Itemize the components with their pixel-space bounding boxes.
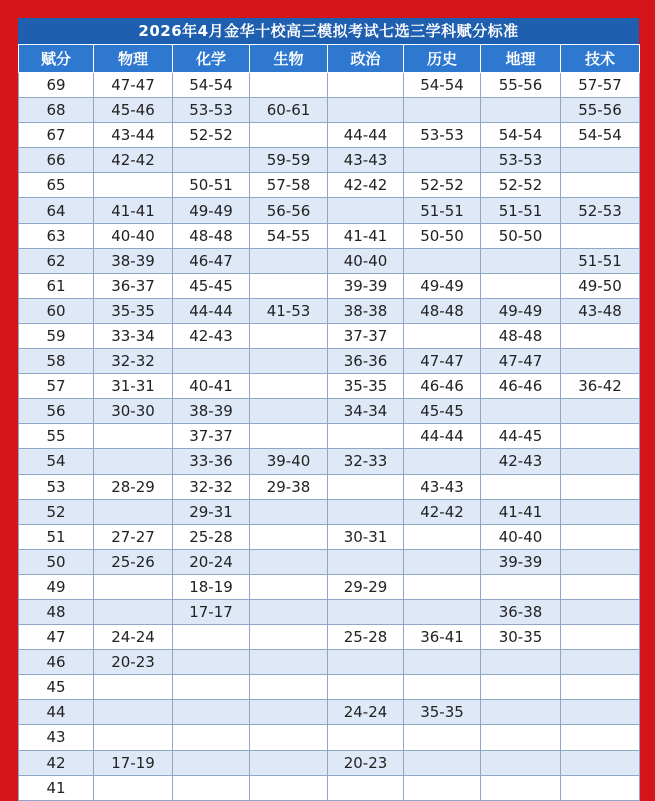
raw-range-cell: 35-35 [404,700,481,725]
raw-range-cell: 20-23 [94,650,173,675]
raw-range-cell: 40-40 [481,524,561,549]
score-cell: 56 [19,399,94,424]
raw-range-cell [250,650,328,675]
table-row [19,750,640,775]
score-cell: 51 [19,524,94,549]
raw-range-cell: 40-41 [173,374,250,399]
raw-range-cell: 52-52 [481,173,561,198]
raw-range-cell [328,474,404,499]
raw-range-cell [328,650,404,675]
score-cell: 58 [19,349,94,374]
raw-range-cell [328,73,404,98]
raw-range-cell [250,775,328,800]
raw-range-cell: 41-53 [250,298,328,323]
table-row [19,374,640,399]
raw-range-cell [561,399,640,424]
raw-range-cell: 29-29 [328,574,404,599]
raw-range-cell: 48-48 [481,323,561,348]
raw-range-cell [173,349,250,374]
score-cell: 64 [19,198,94,223]
raw-range-cell [173,148,250,173]
raw-range-cell [404,248,481,273]
score-cell: 49 [19,574,94,599]
raw-range-cell [404,574,481,599]
table-row [19,700,640,725]
raw-range-cell [404,725,481,750]
raw-range-cell [561,775,640,800]
raw-range-cell: 24-24 [94,625,173,650]
score-cell: 60 [19,298,94,323]
raw-range-cell: 44-44 [328,123,404,148]
raw-range-cell: 35-35 [94,298,173,323]
score-cell: 59 [19,323,94,348]
raw-range-cell [94,574,173,599]
raw-range-cell [481,248,561,273]
raw-range-cell: 51-51 [481,198,561,223]
raw-range-cell [481,725,561,750]
table-row [19,574,640,599]
table-row [19,98,640,123]
raw-range-cell: 32-32 [173,474,250,499]
raw-range-cell: 46-47 [173,248,250,273]
score-cell: 52 [19,499,94,524]
raw-range-cell: 41-41 [481,499,561,524]
raw-range-cell: 54-54 [561,123,640,148]
raw-range-cell: 43-44 [94,123,173,148]
raw-range-cell [250,73,328,98]
raw-range-cell: 49-49 [173,198,250,223]
raw-range-cell [328,725,404,750]
header-row [19,45,640,73]
raw-range-cell: 42-43 [481,449,561,474]
score-conversion-table [18,44,640,801]
raw-range-cell: 56-56 [250,198,328,223]
raw-range-cell [94,675,173,700]
raw-range-cell: 46-46 [404,374,481,399]
raw-range-cell: 60-61 [250,98,328,123]
column-header: 生物 [250,45,328,73]
raw-range-cell: 44-44 [404,424,481,449]
raw-range-cell [481,273,561,298]
score-cell: 41 [19,775,94,800]
raw-range-cell: 47-47 [481,349,561,374]
raw-range-cell [328,98,404,123]
raw-range-cell: 29-31 [173,499,250,524]
raw-range-cell [404,98,481,123]
raw-range-cell [250,374,328,399]
raw-range-cell: 50-51 [173,173,250,198]
score-cell: 63 [19,223,94,248]
raw-range-cell: 44-45 [481,424,561,449]
raw-range-cell [328,675,404,700]
raw-range-cell: 36-36 [328,349,404,374]
raw-range-cell: 43-43 [328,148,404,173]
score-cell: 68 [19,98,94,123]
raw-range-cell [404,599,481,624]
score-cell: 44 [19,700,94,725]
raw-range-cell: 30-30 [94,399,173,424]
raw-range-cell [94,775,173,800]
raw-range-cell: 33-34 [94,323,173,348]
raw-range-cell: 39-40 [250,449,328,474]
raw-range-cell: 54-55 [250,223,328,248]
raw-range-cell: 52-52 [404,173,481,198]
raw-range-cell: 38-38 [328,298,404,323]
raw-range-cell [173,650,250,675]
raw-range-cell: 25-28 [173,524,250,549]
raw-range-cell: 47-47 [404,349,481,374]
raw-range-cell [250,675,328,700]
score-cell: 42 [19,750,94,775]
column-header: 物理 [94,45,173,73]
raw-range-cell: 42-42 [328,173,404,198]
raw-range-cell: 44-44 [173,298,250,323]
raw-range-cell: 42-42 [404,499,481,524]
raw-range-cell: 25-26 [94,549,173,574]
table-row [19,474,640,499]
raw-range-cell [250,700,328,725]
score-cell: 62 [19,248,94,273]
score-table-sheet [18,18,639,797]
raw-range-cell [561,599,640,624]
raw-range-cell: 47-47 [94,73,173,98]
raw-range-cell [328,424,404,449]
raw-range-cell: 20-24 [173,549,250,574]
raw-range-cell [250,323,328,348]
column-header: 赋分 [19,45,94,73]
raw-range-cell [561,725,640,750]
raw-range-cell: 34-34 [328,399,404,424]
raw-range-cell: 45-45 [404,399,481,424]
raw-range-cell: 48-48 [404,298,481,323]
raw-range-cell [94,700,173,725]
raw-range-cell [250,424,328,449]
raw-range-cell: 32-32 [94,349,173,374]
raw-range-cell: 17-19 [94,750,173,775]
raw-range-cell [561,449,640,474]
score-cell: 43 [19,725,94,750]
raw-range-cell [404,148,481,173]
table-row [19,198,640,223]
table-row [19,399,640,424]
raw-range-cell: 27-27 [94,524,173,549]
score-cell: 53 [19,474,94,499]
table-row [19,424,640,449]
raw-range-cell: 55-56 [481,73,561,98]
raw-range-cell: 38-39 [94,248,173,273]
raw-range-cell [404,449,481,474]
raw-range-cell [481,775,561,800]
raw-range-cell: 54-54 [173,73,250,98]
raw-range-cell: 43-43 [404,474,481,499]
raw-range-cell: 39-39 [481,549,561,574]
raw-range-cell: 37-37 [173,424,250,449]
raw-range-cell: 52-53 [561,198,640,223]
raw-range-cell: 36-41 [404,625,481,650]
column-header: 政治 [328,45,404,73]
score-cell: 65 [19,173,94,198]
raw-range-cell [481,399,561,424]
raw-range-cell [561,424,640,449]
raw-range-cell: 35-35 [328,374,404,399]
table-row [19,599,640,624]
raw-range-cell: 45-45 [173,273,250,298]
raw-range-cell [481,675,561,700]
raw-range-cell [94,173,173,198]
raw-range-cell [250,625,328,650]
raw-range-cell: 17-17 [173,599,250,624]
table-row [19,273,640,298]
raw-range-cell [173,700,250,725]
raw-range-cell: 54-54 [404,73,481,98]
table-row [19,625,640,650]
raw-range-cell [94,499,173,524]
raw-range-cell [561,323,640,348]
score-cell: 48 [19,599,94,624]
raw-range-cell: 30-35 [481,625,561,650]
table-row [19,323,640,348]
raw-range-cell [250,750,328,775]
raw-range-cell: 41-41 [328,223,404,248]
raw-range-cell: 41-41 [94,198,173,223]
table-row [19,524,640,549]
raw-range-cell [250,549,328,574]
raw-range-cell: 25-28 [328,625,404,650]
raw-range-cell: 54-54 [481,123,561,148]
raw-range-cell: 36-42 [561,374,640,399]
table-row [19,675,640,700]
raw-range-cell [94,424,173,449]
score-cell: 50 [19,549,94,574]
raw-range-cell [250,248,328,273]
raw-range-cell: 59-59 [250,148,328,173]
table-row [19,449,640,474]
raw-range-cell: 40-40 [94,223,173,248]
raw-range-cell [561,750,640,775]
raw-range-cell: 28-29 [94,474,173,499]
score-cell: 66 [19,148,94,173]
raw-range-cell [404,650,481,675]
raw-range-cell [250,524,328,549]
raw-range-cell [173,725,250,750]
score-cell: 61 [19,273,94,298]
raw-range-cell: 24-24 [328,700,404,725]
raw-range-cell [250,725,328,750]
raw-range-cell [404,524,481,549]
raw-range-cell: 52-52 [173,123,250,148]
column-header: 历史 [404,45,481,73]
raw-range-cell [94,449,173,474]
raw-range-cell: 32-33 [328,449,404,474]
raw-range-cell [561,524,640,549]
table-row [19,73,640,98]
table-body [19,73,640,801]
raw-range-cell [561,474,640,499]
raw-range-cell [481,700,561,725]
raw-range-cell [561,549,640,574]
raw-range-cell [404,775,481,800]
raw-range-cell [561,675,640,700]
raw-range-cell: 18-19 [173,574,250,599]
raw-range-cell [561,223,640,248]
score-cell: 69 [19,73,94,98]
raw-range-cell: 51-51 [561,248,640,273]
raw-range-cell: 46-46 [481,374,561,399]
raw-range-cell [173,625,250,650]
table-row [19,775,640,800]
raw-range-cell [561,625,640,650]
raw-range-cell [481,650,561,675]
raw-range-cell [561,650,640,675]
raw-range-cell: 43-48 [561,298,640,323]
raw-range-cell [173,675,250,700]
table-row [19,148,640,173]
raw-range-cell [481,574,561,599]
raw-range-cell [328,198,404,223]
raw-range-cell [561,349,640,374]
raw-range-cell [250,123,328,148]
raw-range-cell [94,599,173,624]
raw-range-cell [173,775,250,800]
raw-range-cell: 45-46 [94,98,173,123]
score-cell: 54 [19,449,94,474]
raw-range-cell [94,725,173,750]
raw-range-cell: 53-53 [481,148,561,173]
column-header: 技术 [561,45,640,73]
raw-range-cell [561,499,640,524]
raw-range-cell: 48-48 [173,223,250,248]
raw-range-cell: 51-51 [404,198,481,223]
table-row [19,223,640,248]
raw-range-cell [404,675,481,700]
raw-range-cell: 49-49 [404,273,481,298]
table-row [19,499,640,524]
raw-range-cell: 30-31 [328,524,404,549]
raw-range-cell: 29-38 [250,474,328,499]
raw-range-cell: 31-31 [94,374,173,399]
raw-range-cell: 38-39 [173,399,250,424]
raw-range-cell: 53-53 [173,98,250,123]
raw-range-cell: 20-23 [328,750,404,775]
table-row [19,725,640,750]
table-row [19,650,640,675]
score-cell: 55 [19,424,94,449]
raw-range-cell [481,98,561,123]
score-cell: 47 [19,625,94,650]
score-cell: 45 [19,675,94,700]
table-row [19,123,640,148]
raw-range-cell [404,323,481,348]
raw-range-cell [328,775,404,800]
raw-range-cell: 40-40 [328,248,404,273]
table-title: 2026年4月金华十校高三模拟考试七选三学科赋分标准 [18,18,639,44]
raw-range-cell: 36-37 [94,273,173,298]
table-row [19,298,640,323]
raw-range-cell: 57-57 [561,73,640,98]
raw-range-cell [481,750,561,775]
raw-range-cell [561,700,640,725]
raw-range-cell [328,499,404,524]
column-header: 化学 [173,45,250,73]
raw-range-cell [250,499,328,524]
raw-range-cell: 55-56 [561,98,640,123]
table-row [19,549,640,574]
raw-range-cell: 42-42 [94,148,173,173]
raw-range-cell: 49-49 [481,298,561,323]
raw-range-cell: 33-36 [173,449,250,474]
raw-range-cell: 49-50 [561,273,640,298]
raw-range-cell [328,599,404,624]
score-cell: 46 [19,650,94,675]
raw-range-cell [561,148,640,173]
table-row [19,248,640,273]
raw-range-cell [250,349,328,374]
raw-range-cell [404,549,481,574]
raw-range-cell: 42-43 [173,323,250,348]
score-cell: 57 [19,374,94,399]
raw-range-cell: 50-50 [404,223,481,248]
raw-range-cell [481,474,561,499]
raw-range-cell: 37-37 [328,323,404,348]
raw-range-cell [250,273,328,298]
table-row [19,173,640,198]
raw-range-cell: 57-58 [250,173,328,198]
raw-range-cell [561,574,640,599]
raw-range-cell [250,574,328,599]
raw-range-cell [173,750,250,775]
raw-range-cell [561,173,640,198]
raw-range-cell [250,399,328,424]
column-header: 地理 [481,45,561,73]
score-cell: 67 [19,123,94,148]
raw-range-cell [404,750,481,775]
raw-range-cell: 36-38 [481,599,561,624]
raw-range-cell: 50-50 [481,223,561,248]
table-row [19,349,640,374]
raw-range-cell: 53-53 [404,123,481,148]
raw-range-cell [250,599,328,624]
raw-range-cell [328,549,404,574]
raw-range-cell: 39-39 [328,273,404,298]
